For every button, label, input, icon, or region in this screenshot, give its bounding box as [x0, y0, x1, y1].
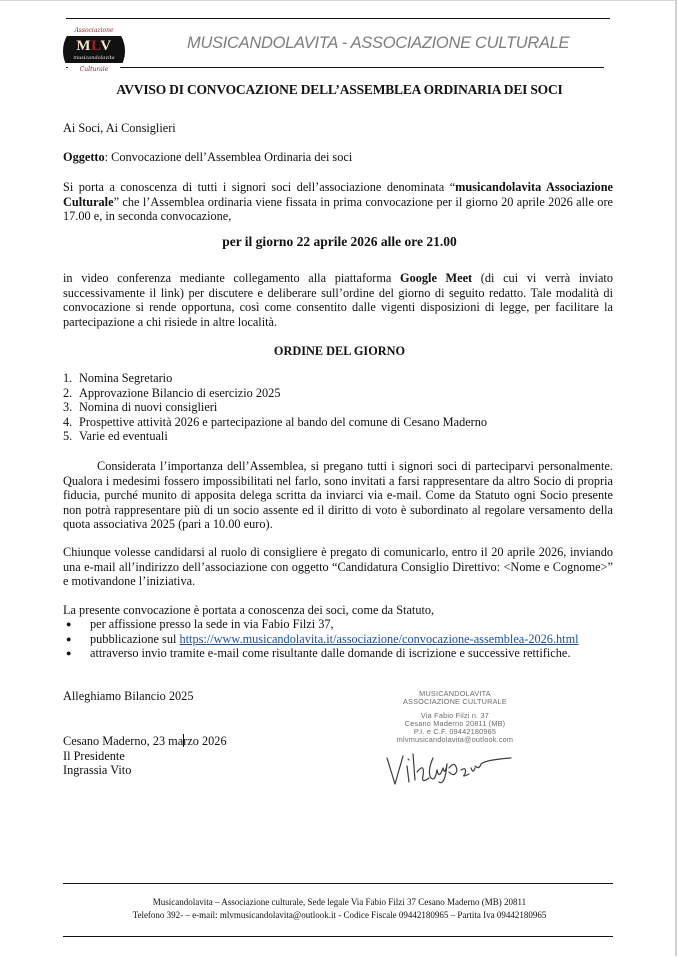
bullet-icon: ●	[66, 619, 72, 629]
document-title: AVVISO DI CONVOCAZIONE DELL’ASSEMBLEA ORDINARIA DEI SOCI	[116, 82, 563, 97]
publication-item	[63, 617, 579, 632]
agenda-title: ORDINE DEL GIORNO	[273, 344, 406, 358]
agenda-text: Nomina di nuovi consiglieri	[79, 400, 218, 415]
association-stamp	[380, 690, 530, 745]
header-bottom-rule	[66, 67, 604, 68]
logo-monogram	[63, 38, 125, 55]
logo-l: L	[91, 38, 101, 54]
logo-top-script: Associazione	[74, 27, 114, 34]
place-date-part-2: rzo 2026	[183, 734, 227, 748]
footer-address: Musicandolavita – Associazione culturale, Sede legale Via Fabio Filzi 37 Cesano Maderno (MB) 20811	[152, 897, 527, 907]
publication-text	[90, 632, 579, 647]
logo-v: V	[100, 38, 112, 54]
intro-text-1: Si porta a conoscenza di tutti i signori soci dell’associazione denominata “	[63, 180, 456, 194]
agenda-item	[63, 371, 487, 386]
handwritten-signature	[383, 748, 523, 790]
signature-stroke	[387, 754, 511, 784]
closing-block	[63, 734, 313, 778]
agenda-number: 5.	[63, 429, 73, 444]
page-footer	[0, 896, 679, 921]
bullet-icon: ●	[66, 648, 72, 659]
platform-name: Google Meet	[400, 271, 473, 285]
publication-prefix: pubblicazione sul	[90, 631, 180, 646]
agenda-text: Varie ed eventuali	[79, 429, 168, 444]
subject-text: : Convocazione dell’Assemblea Ordinaria dei soci	[104, 150, 353, 164]
agenda-list	[63, 371, 487, 444]
footer-contacts: Telefono 392- – e-mail: mlvmusicandolavita@outlook.it - Codice Fiscale 09442180965 – Partita Iva 09442180965	[132, 909, 547, 920]
agenda-text: Nomina Segretario	[79, 371, 173, 385]
agenda-number: 2.	[63, 385, 73, 400]
subject-line	[63, 150, 613, 165]
second-call-date: per il giorno 22 aprile 2026 alle ore 21.00	[222, 234, 457, 249]
convocation-link[interactable]: https://www.musicandolavita.it/associazione/convocazione-assemblea-2026.html	[179, 631, 579, 646]
footer-bottom-rule	[63, 936, 613, 937]
videoconf-text-2: (di cui vi verrà inviato successivamente il link) per discutere e deliberare sull’ordine del giorno di seguito redatto. Tale modalità di convocazione si rende opportuna, così come consentito dalle vigenti disposizioni di legge, per facilitare la partecipazione a chi risiede in altre località.	[63, 271, 614, 329]
stamp-line: Cesano Maderno 20811 (MB)	[404, 718, 506, 728]
place-date-part-1: Cesano Maderno, 23 ma	[63, 734, 184, 748]
intro-paragraph	[63, 180, 613, 224]
candidacy-paragraph: Chiunque volesse candidarsi al ruolo di consigliere è pregato di comunicarlo, entro il 20 aprile 2026, inviando una e-mail all’indirizzo dell’associazione con oggetto “Candidatura Consiglio Direttivo: <Nome e Cognome>” e motivandone l’iniziativa.	[63, 545, 613, 589]
agenda-item	[63, 386, 487, 401]
publication-text: attraverso invio tramite e-mail come risultante dalle domande di iscrizione e successive rettifiche.	[90, 646, 571, 661]
attachment-note: Alleghiamo Bilancio 2025	[63, 689, 194, 703]
agenda-item	[63, 400, 487, 415]
subject-label: Oggetto	[63, 150, 105, 164]
videoconference-paragraph	[63, 271, 613, 329]
publication-intro: La presente convocazione è portata a conoscenza dei soci, come da Statuto,	[63, 603, 435, 617]
publication-text: per affissione presso la sede in via Fabio Filzi 37,	[90, 617, 334, 631]
association-name: musicandolavita Associazione Culturale	[63, 180, 613, 209]
videoconf-text-1: in video conferenza mediante collegamento alla piattaforma	[63, 271, 401, 285]
logo-band-script: musicandolavita	[73, 55, 115, 61]
place-date[interactable]	[63, 734, 313, 749]
agenda-text: Approvazione Bilancio di esercizio 2025	[79, 385, 281, 400]
stamp-line: Via Fabio Filzi n. 37	[420, 710, 490, 720]
bullet-icon: ●	[66, 633, 72, 644]
agenda-number: 3.	[63, 400, 73, 415]
brand-heading: MUSICANDOLAVITA - ASSOCIAZIONE CULTURALE	[187, 34, 570, 52]
publication-item	[63, 646, 579, 661]
participation-text: Considerata l’importanza dell’Assemblea, si pregano tutti i signori soci di parteciparvi personalmente. Qualora i medesimi fossero impossibilitati nel farlo, sono invitati a farsi rappresentare da altro Socio di propria fiducia, purché munito di apposita delega scritta da inviarci via e-mail. Come da Statuto ogni Socio presente non potrà rappresentare più di un socio assente ed il diritto di voto è subordinato al regolare versamento della quota associativa 2025 (pari a 10.00 euro).	[63, 459, 613, 532]
intro-text-2: ” che l’Assemblea ordinaria viene fissata in prima convocazione per il giorno 20 aprile 2026 alle ore 17.00 e, in seconda convocazione,	[63, 194, 613, 224]
signatory-name: Ingrassia Vito	[63, 763, 132, 778]
logo-m: M	[76, 38, 92, 54]
agenda-item	[63, 429, 487, 444]
agenda-number: 1.	[63, 371, 73, 385]
stamp-line: P.I. e C.F. 09442180965	[413, 727, 497, 737]
association-logo	[63, 20, 125, 82]
header-top-rule	[66, 18, 610, 19]
agenda-item	[63, 415, 487, 430]
signatory-role: Il Presidente	[63, 748, 125, 763]
agenda-number: 4.	[63, 414, 73, 429]
publication-list	[63, 617, 579, 661]
footer-top-rule	[63, 883, 613, 884]
participation-paragraph	[63, 459, 613, 532]
agenda-text: Prospettive attività 2026 e partecipazione al bando del comune di Cesano Maderno	[79, 414, 488, 429]
greeting: Ai Soci, Ai Consiglieri	[63, 121, 176, 135]
logo-bottom-script: Culturale	[79, 66, 109, 73]
publication-item	[63, 632, 579, 647]
stamp-line: MUSICANDOLAVITA	[419, 689, 491, 698]
stamp-line: mlvmusicandolavita@outlook.com	[396, 735, 514, 745]
stamp-line: ASSOCIAZIONE CULTURALE	[402, 697, 507, 707]
